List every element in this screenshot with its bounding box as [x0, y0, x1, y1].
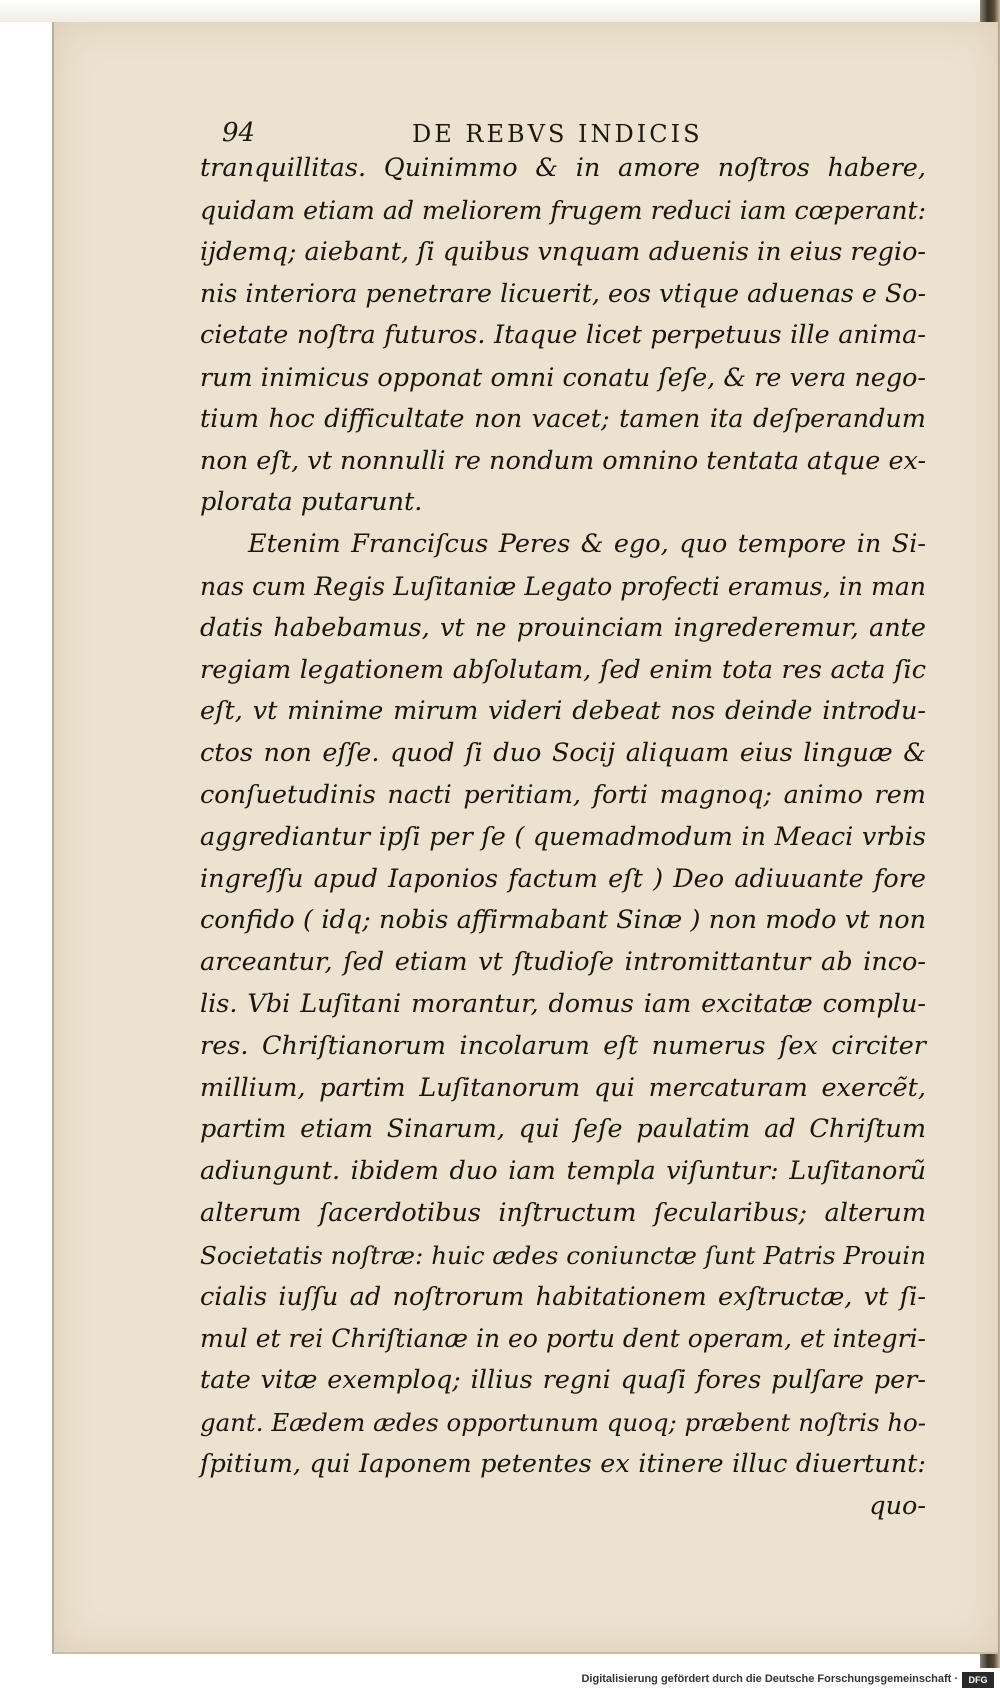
- dfg-logo-icon: DFG: [962, 1672, 994, 1688]
- text-line: tate vitæ exemploq; illius regni quaſi fores pulſare per-: [200, 1365, 926, 1396]
- running-title: DE REBVS INDICIS: [412, 120, 703, 148]
- paragraph-start-line: Etenim Franciſcus Peres & ego, quo tempore in Si-: [248, 529, 926, 560]
- funding-credit: Digitalisierung gefördert durch die Deutsche Forschungsgemeinschaft ·: [581, 1673, 958, 1685]
- text-line: nas cum Regis Luſitaniæ Legato profecti eramus, in man: [200, 571, 926, 601]
- text-line: rum inimicus opponat omni conatu ſeſe, & re vera nego-: [200, 361, 926, 392]
- digitization-footer: [0, 1668, 1000, 1692]
- text-line: partim etiam Sinarum, qui ſeſe paulatim ad Chriſtum: [200, 1114, 926, 1145]
- text-line: confido ( idq; nobis affirmabant Sinæ ) non modo vt non: [200, 905, 926, 936]
- text-line: eſt, vt minime mirum videri debeat nos deinde introdu-: [200, 696, 926, 727]
- text-line: mul et rei Chriſtianæ in eo portu dent operam, et integri-: [200, 1324, 926, 1354]
- text-line: regiam legationem abſolutam, ſed enim tota res acta ſic: [200, 654, 926, 685]
- text-line: ijdemq; aiebant, ſi quibus vnquam aduenis in eius regio-: [200, 236, 926, 267]
- text-line: alterum ſacerdotibus inſtructum ſecularibus; alterum: [200, 1197, 926, 1228]
- text-line: ctos non eſſe. quod ſi duo Socij aliquam eius linguæ &: [200, 738, 926, 769]
- text-line: ingreſſu apud Iaponios factum eſt ) Deo adiuuante fore: [200, 863, 926, 894]
- text-line: lis. Vbi Luſitani morantur, domus iam excitatæ complu-: [200, 988, 926, 1019]
- text-line: aggrediantur ipſi per ſe ( quemadmodum in Meaci vrbis: [200, 821, 926, 852]
- text-line: nis interiora penetrare licuerit, eos vtique aduenas e So-: [200, 279, 926, 309]
- text-line: non eſt, vt nonnulli re nondum omnino tentata atque ex-: [200, 445, 927, 476]
- text-line: adiungunt. ibidem duo iam templa viſuntur: Luſitanorũ: [200, 1156, 926, 1187]
- page-number: 94: [222, 118, 256, 148]
- text-line: datis habebamus, vt ne prouinciam ingrederemur, ante: [200, 612, 926, 643]
- text-line: millium, partim Luſitanorum qui mercaturam exercẽt,: [200, 1072, 926, 1103]
- text-line: tium hoc difficultate non vacet; tamen ita deſperandum: [200, 403, 926, 434]
- text-line: cialis iuſſu ad noſtrorum habitationem exſtructæ, vt ſi-: [200, 1281, 926, 1312]
- text-line: res. Chriſtianorum incolarum eſt numerus ſex circiter: [200, 1030, 926, 1061]
- text-line: ſpitium, qui Iaponem petentes ex itinere illuc diuertunt:: [200, 1448, 926, 1479]
- text-line: Societatis noſtræ: huic ædes coniunctæ ſunt Patris Prouin: [200, 1240, 926, 1270]
- text-line: plorata putarunt.: [200, 487, 423, 518]
- text-line: arceantur, ſed etiam vt ſtudioſe intromittantur ab inco-: [200, 947, 926, 978]
- text-line: quidam etiam ad meliorem frugem reduci iam cœperant:: [200, 195, 927, 225]
- text-line: conſuetudinis nacti peritiam, forti magnoq; animo rem: [200, 779, 926, 810]
- scan-top-margin: [0, 0, 1000, 22]
- catchword: quo-: [869, 1490, 926, 1521]
- text-line: cietate noſtra futuros. Itaque licet perpetuus ille anima-: [200, 320, 926, 351]
- body-text: [200, 148, 926, 1527]
- text-line: gant. Eædem ædes opportunum quoq; præbent noſtris ho-: [200, 1407, 926, 1437]
- text-line: tranquillitas. Quinimmo & in amore noſtros habere,: [200, 153, 926, 183]
